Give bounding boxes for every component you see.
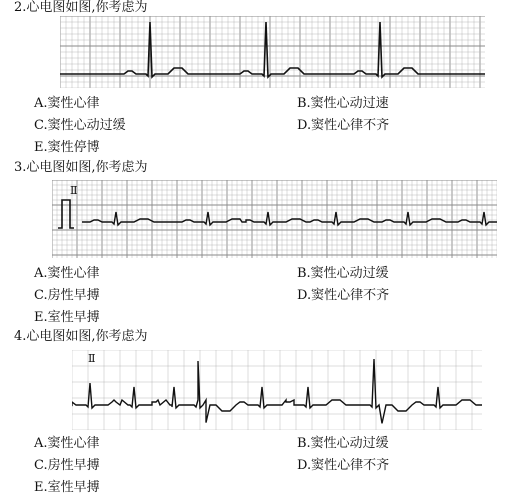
q3-option-d[interactable]: D.窦性心律不齐 <box>297 288 390 303</box>
question-4-title: 4.心电图如图,你考虑为 <box>14 329 148 344</box>
lead-label: Ⅱ <box>88 352 96 365</box>
ecg-strip-q2 <box>60 16 485 88</box>
q2-option-e[interactable]: E.窦性停博 <box>34 140 100 155</box>
ecg-background <box>52 180 497 258</box>
q3-option-e[interactable]: E.室性早搏 <box>34 310 100 325</box>
q2-option-a[interactable]: A.窦性心律 <box>34 96 100 111</box>
ecg-strip-q4 <box>72 350 482 430</box>
q2-option-b[interactable]: B.窦性心动过速 <box>297 96 389 111</box>
question-3-title: 3.心电图如图,你考虑为 <box>14 160 148 175</box>
question-2-title: 2.心电图如图,你考虑为 <box>14 0 148 15</box>
q3-option-b[interactable]: B.窦性心动过缓 <box>297 266 389 281</box>
q3-option-c[interactable]: C.房性早搏 <box>34 288 100 303</box>
q4-option-b[interactable]: B.窦性心动过缓 <box>297 436 389 451</box>
ecg-strip-q3 <box>52 180 497 258</box>
q4-option-d[interactable]: D.窦性心律不齐 <box>297 458 390 473</box>
q4-option-c[interactable]: C.房性早搏 <box>34 458 100 473</box>
q4-option-e[interactable]: E.室性早搏 <box>34 480 100 495</box>
q4-option-a[interactable]: A.窦性心律 <box>34 436 100 451</box>
lead-label: Ⅱ <box>70 184 78 197</box>
q3-option-a[interactable]: A.窦性心律 <box>34 266 100 281</box>
q2-option-d[interactable]: D.窦性心律不齐 <box>297 118 390 133</box>
q2-option-c[interactable]: C.窦性心动过缓 <box>34 118 126 133</box>
